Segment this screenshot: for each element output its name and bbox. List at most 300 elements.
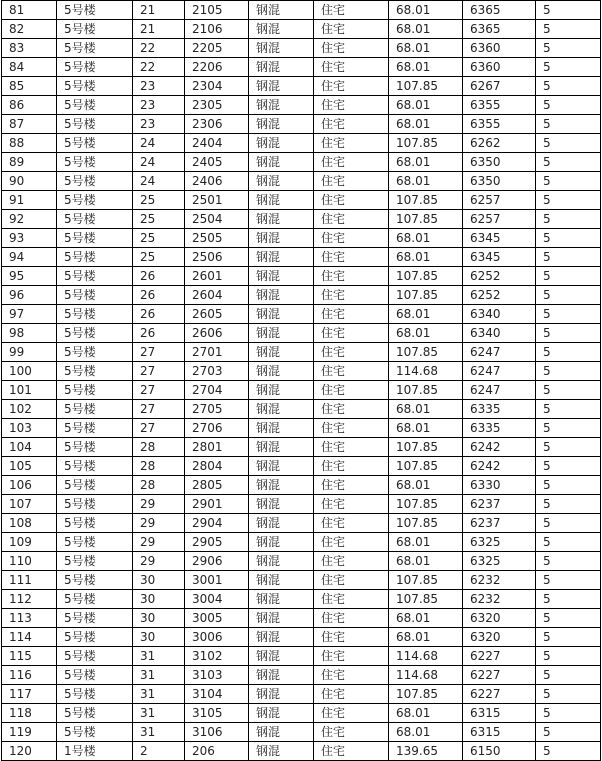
cell-area: 107.85 [389, 571, 463, 590]
cell-use: 住宅 [314, 609, 389, 628]
cell-area: 68.01 [389, 305, 463, 324]
cell-price: 6257 [463, 210, 536, 229]
table-row [2, 533, 601, 552]
cell-floor: 29 [133, 514, 185, 533]
cell-price: 6262 [463, 134, 536, 153]
cell-building: 5号楼 [57, 381, 133, 400]
cell-floor: 30 [133, 571, 185, 590]
cell-building: 5号楼 [57, 343, 133, 362]
cell-use: 住宅 [314, 381, 389, 400]
table-row [2, 305, 601, 324]
cell-room: 206 [185, 742, 249, 761]
cell-structure: 钢混 [249, 685, 314, 704]
table-row [2, 571, 601, 590]
cell-floor: 26 [133, 267, 185, 286]
table-row [2, 229, 601, 248]
cell-index: 111 [2, 571, 57, 590]
cell-building: 5号楼 [57, 153, 133, 172]
cell-use: 住宅 [314, 723, 389, 742]
cell-area: 107.85 [389, 685, 463, 704]
cell-floor: 23 [133, 115, 185, 134]
cell-use: 住宅 [314, 438, 389, 457]
cell-use: 住宅 [314, 20, 389, 39]
cell-building: 5号楼 [57, 39, 133, 58]
table-row [2, 685, 601, 704]
cell-index: 96 [2, 286, 57, 305]
cell-last: 5 [536, 153, 601, 172]
cell-area: 114.68 [389, 362, 463, 381]
cell-building: 5号楼 [57, 495, 133, 514]
cell-area: 68.01 [389, 628, 463, 647]
cell-last: 5 [536, 552, 601, 571]
cell-last: 5 [536, 1, 601, 20]
cell-structure: 钢混 [249, 590, 314, 609]
cell-index: 120 [2, 742, 57, 761]
cell-building: 5号楼 [57, 571, 133, 590]
cell-room: 3005 [185, 609, 249, 628]
cell-area: 107.85 [389, 286, 463, 305]
cell-index: 109 [2, 533, 57, 552]
cell-structure: 钢混 [249, 362, 314, 381]
cell-structure: 钢混 [249, 571, 314, 590]
cell-building: 5号楼 [57, 666, 133, 685]
table-row [2, 742, 601, 761]
cell-room: 2905 [185, 533, 249, 552]
cell-use: 住宅 [314, 742, 389, 761]
table-row [2, 647, 601, 666]
cell-area: 107.85 [389, 514, 463, 533]
cell-building: 5号楼 [57, 172, 133, 191]
cell-structure: 钢混 [249, 324, 314, 343]
cell-last: 5 [536, 476, 601, 495]
cell-use: 住宅 [314, 58, 389, 77]
cell-floor: 31 [133, 685, 185, 704]
cell-price: 6315 [463, 704, 536, 723]
data-table [1, 0, 601, 761]
cell-building: 5号楼 [57, 628, 133, 647]
cell-price: 6335 [463, 419, 536, 438]
cell-building: 5号楼 [57, 723, 133, 742]
cell-area: 68.01 [389, 419, 463, 438]
cell-price: 6247 [463, 362, 536, 381]
cell-area: 107.85 [389, 267, 463, 286]
cell-use: 住宅 [314, 590, 389, 609]
cell-floor: 26 [133, 286, 185, 305]
cell-area: 68.01 [389, 115, 463, 134]
cell-price: 6232 [463, 590, 536, 609]
cell-room: 2504 [185, 210, 249, 229]
cell-area: 68.01 [389, 20, 463, 39]
cell-index: 97 [2, 305, 57, 324]
cell-use: 住宅 [314, 134, 389, 153]
cell-area: 68.01 [389, 229, 463, 248]
cell-area: 68.01 [389, 609, 463, 628]
cell-floor: 27 [133, 419, 185, 438]
cell-room: 2705 [185, 400, 249, 419]
cell-floor: 31 [133, 647, 185, 666]
cell-last: 5 [536, 514, 601, 533]
cell-room: 2505 [185, 229, 249, 248]
table-row [2, 210, 601, 229]
cell-structure: 钢混 [249, 400, 314, 419]
table-row [2, 552, 601, 571]
cell-area: 68.01 [389, 96, 463, 115]
cell-use: 住宅 [314, 172, 389, 191]
cell-use: 住宅 [314, 153, 389, 172]
cell-structure: 钢混 [249, 381, 314, 400]
cell-use: 住宅 [314, 704, 389, 723]
cell-last: 5 [536, 400, 601, 419]
cell-building: 5号楼 [57, 609, 133, 628]
cell-index: 100 [2, 362, 57, 381]
cell-building: 5号楼 [57, 267, 133, 286]
cell-floor: 21 [133, 20, 185, 39]
cell-structure: 钢混 [249, 533, 314, 552]
cell-floor: 27 [133, 343, 185, 362]
cell-floor: 22 [133, 39, 185, 58]
cell-use: 住宅 [314, 495, 389, 514]
cell-use: 住宅 [314, 400, 389, 419]
table-row [2, 514, 601, 533]
cell-last: 5 [536, 248, 601, 267]
cell-room: 3004 [185, 590, 249, 609]
cell-floor: 29 [133, 533, 185, 552]
cell-index: 105 [2, 457, 57, 476]
cell-index: 93 [2, 229, 57, 248]
cell-price: 6325 [463, 552, 536, 571]
cell-floor: 26 [133, 305, 185, 324]
cell-floor: 30 [133, 590, 185, 609]
cell-use: 住宅 [314, 1, 389, 20]
cell-room: 2501 [185, 191, 249, 210]
cell-use: 住宅 [314, 77, 389, 96]
table-row [2, 324, 601, 343]
cell-building: 1号楼 [57, 742, 133, 761]
cell-room: 3006 [185, 628, 249, 647]
cell-floor: 30 [133, 609, 185, 628]
cell-floor: 21 [133, 1, 185, 20]
cell-area: 68.01 [389, 324, 463, 343]
cell-structure: 钢混 [249, 1, 314, 20]
table-row [2, 248, 601, 267]
cell-use: 住宅 [314, 39, 389, 58]
cell-last: 5 [536, 191, 601, 210]
cell-building: 5号楼 [57, 20, 133, 39]
cell-index: 90 [2, 172, 57, 191]
cell-building: 5号楼 [57, 134, 133, 153]
cell-index: 114 [2, 628, 57, 647]
cell-price: 6365 [463, 20, 536, 39]
cell-area: 68.01 [389, 704, 463, 723]
cell-price: 6340 [463, 305, 536, 324]
cell-building: 5号楼 [57, 362, 133, 381]
cell-area: 107.85 [389, 134, 463, 153]
cell-structure: 钢混 [249, 647, 314, 666]
cell-area: 68.01 [389, 476, 463, 495]
cell-structure: 钢混 [249, 628, 314, 647]
cell-room: 2205 [185, 39, 249, 58]
cell-last: 5 [536, 533, 601, 552]
cell-last: 5 [536, 457, 601, 476]
cell-last: 5 [536, 685, 601, 704]
cell-last: 5 [536, 419, 601, 438]
cell-index: 101 [2, 381, 57, 400]
cell-last: 5 [536, 20, 601, 39]
cell-building: 5号楼 [57, 1, 133, 20]
cell-floor: 31 [133, 704, 185, 723]
cell-floor: 28 [133, 476, 185, 495]
cell-building: 5号楼 [57, 400, 133, 419]
cell-area: 68.01 [389, 172, 463, 191]
cell-area: 107.85 [389, 438, 463, 457]
cell-floor: 25 [133, 229, 185, 248]
cell-area: 107.85 [389, 77, 463, 96]
cell-use: 住宅 [314, 229, 389, 248]
cell-index: 103 [2, 419, 57, 438]
cell-room: 2703 [185, 362, 249, 381]
table-row [2, 704, 601, 723]
cell-index: 82 [2, 20, 57, 39]
cell-area: 68.01 [389, 248, 463, 267]
cell-index: 89 [2, 153, 57, 172]
cell-use: 住宅 [314, 514, 389, 533]
cell-room: 3102 [185, 647, 249, 666]
table-row [2, 96, 601, 115]
cell-structure: 钢混 [249, 476, 314, 495]
cell-structure: 钢混 [249, 39, 314, 58]
cell-last: 5 [536, 210, 601, 229]
cell-index: 116 [2, 666, 57, 685]
cell-structure: 钢混 [249, 153, 314, 172]
cell-building: 5号楼 [57, 590, 133, 609]
cell-area: 114.68 [389, 647, 463, 666]
cell-building: 5号楼 [57, 286, 133, 305]
cell-price: 6330 [463, 476, 536, 495]
table-row [2, 267, 601, 286]
cell-use: 住宅 [314, 210, 389, 229]
cell-building: 5号楼 [57, 58, 133, 77]
cell-use: 住宅 [314, 628, 389, 647]
cell-price: 6340 [463, 324, 536, 343]
cell-structure: 钢混 [249, 609, 314, 628]
cell-index: 99 [2, 343, 57, 362]
cell-room: 2306 [185, 115, 249, 134]
cell-price: 6247 [463, 381, 536, 400]
cell-building: 5号楼 [57, 514, 133, 533]
cell-index: 95 [2, 267, 57, 286]
cell-index: 85 [2, 77, 57, 96]
cell-last: 5 [536, 666, 601, 685]
cell-use: 住宅 [314, 571, 389, 590]
cell-index: 115 [2, 647, 57, 666]
cell-price: 6227 [463, 666, 536, 685]
cell-floor: 2 [133, 742, 185, 761]
cell-structure: 钢混 [249, 172, 314, 191]
cell-last: 5 [536, 305, 601, 324]
cell-floor: 28 [133, 438, 185, 457]
cell-building: 5号楼 [57, 552, 133, 571]
cell-area: 107.85 [389, 191, 463, 210]
cell-price: 6325 [463, 533, 536, 552]
cell-index: 118 [2, 704, 57, 723]
cell-room: 2206 [185, 58, 249, 77]
cell-building: 5号楼 [57, 419, 133, 438]
cell-floor: 29 [133, 552, 185, 571]
cell-structure: 钢混 [249, 96, 314, 115]
cell-index: 91 [2, 191, 57, 210]
cell-room: 2805 [185, 476, 249, 495]
cell-last: 5 [536, 571, 601, 590]
cell-price: 6320 [463, 609, 536, 628]
cell-room: 2305 [185, 96, 249, 115]
cell-area: 68.01 [389, 39, 463, 58]
cell-structure: 钢混 [249, 58, 314, 77]
table-row [2, 58, 601, 77]
cell-building: 5号楼 [57, 704, 133, 723]
cell-use: 住宅 [314, 248, 389, 267]
cell-building: 5号楼 [57, 248, 133, 267]
cell-room: 2901 [185, 495, 249, 514]
cell-room: 3001 [185, 571, 249, 590]
cell-room: 2804 [185, 457, 249, 476]
cell-price: 6365 [463, 1, 536, 20]
table-row [2, 343, 601, 362]
cell-index: 102 [2, 400, 57, 419]
cell-room: 3103 [185, 666, 249, 685]
cell-last: 5 [536, 723, 601, 742]
cell-use: 住宅 [314, 419, 389, 438]
cell-last: 5 [536, 495, 601, 514]
cell-structure: 钢混 [249, 704, 314, 723]
cell-price: 6150 [463, 742, 536, 761]
table-row [2, 172, 601, 191]
cell-room: 2904 [185, 514, 249, 533]
cell-building: 5号楼 [57, 191, 133, 210]
cell-index: 98 [2, 324, 57, 343]
cell-floor: 23 [133, 77, 185, 96]
cell-area: 114.68 [389, 666, 463, 685]
cell-area: 68.01 [389, 153, 463, 172]
cell-structure: 钢混 [249, 305, 314, 324]
cell-price: 6360 [463, 58, 536, 77]
cell-index: 94 [2, 248, 57, 267]
cell-room: 2704 [185, 381, 249, 400]
cell-use: 住宅 [314, 647, 389, 666]
cell-area: 107.85 [389, 457, 463, 476]
cell-structure: 钢混 [249, 229, 314, 248]
cell-price: 6242 [463, 457, 536, 476]
cell-room: 2304 [185, 77, 249, 96]
table-row [2, 153, 601, 172]
cell-use: 住宅 [314, 191, 389, 210]
cell-last: 5 [536, 77, 601, 96]
cell-index: 107 [2, 495, 57, 514]
cell-use: 住宅 [314, 115, 389, 134]
cell-area: 68.01 [389, 552, 463, 571]
table-row [2, 438, 601, 457]
cell-last: 5 [536, 286, 601, 305]
cell-structure: 钢混 [249, 248, 314, 267]
cell-building: 5号楼 [57, 210, 133, 229]
cell-last: 5 [536, 172, 601, 191]
cell-room: 3106 [185, 723, 249, 742]
cell-last: 5 [536, 134, 601, 153]
table-row [2, 590, 601, 609]
table-row [2, 115, 601, 134]
cell-last: 5 [536, 324, 601, 343]
cell-last: 5 [536, 362, 601, 381]
cell-room: 3105 [185, 704, 249, 723]
cell-price: 6267 [463, 77, 536, 96]
cell-structure: 钢混 [249, 742, 314, 761]
cell-floor: 25 [133, 210, 185, 229]
cell-structure: 钢混 [249, 191, 314, 210]
cell-building: 5号楼 [57, 305, 133, 324]
cell-price: 6345 [463, 248, 536, 267]
cell-last: 5 [536, 115, 601, 134]
table-row [2, 362, 601, 381]
cell-room: 3104 [185, 685, 249, 704]
cell-structure: 钢混 [249, 666, 314, 685]
cell-structure: 钢混 [249, 438, 314, 457]
cell-use: 住宅 [314, 666, 389, 685]
cell-structure: 钢混 [249, 115, 314, 134]
cell-room: 2605 [185, 305, 249, 324]
cell-price: 6350 [463, 153, 536, 172]
cell-use: 住宅 [314, 286, 389, 305]
cell-floor: 27 [133, 381, 185, 400]
cell-area: 107.85 [389, 210, 463, 229]
cell-room: 2406 [185, 172, 249, 191]
table-row [2, 191, 601, 210]
cell-use: 住宅 [314, 305, 389, 324]
cell-structure: 钢混 [249, 77, 314, 96]
cell-floor: 24 [133, 153, 185, 172]
table-row [2, 400, 601, 419]
table-row [2, 381, 601, 400]
cell-last: 5 [536, 343, 601, 362]
cell-last: 5 [536, 229, 601, 248]
cell-use: 住宅 [314, 476, 389, 495]
cell-area: 107.85 [389, 590, 463, 609]
cell-room: 2906 [185, 552, 249, 571]
cell-price: 6360 [463, 39, 536, 58]
cell-last: 5 [536, 267, 601, 286]
cell-price: 6232 [463, 571, 536, 590]
cell-index: 104 [2, 438, 57, 457]
cell-structure: 钢混 [249, 20, 314, 39]
cell-room: 2706 [185, 419, 249, 438]
cell-room: 2405 [185, 153, 249, 172]
table-row [2, 666, 601, 685]
cell-building: 5号楼 [57, 324, 133, 343]
cell-room: 2506 [185, 248, 249, 267]
cell-area: 107.85 [389, 381, 463, 400]
cell-building: 5号楼 [57, 96, 133, 115]
cell-index: 81 [2, 1, 57, 20]
cell-room: 2105 [185, 1, 249, 20]
cell-price: 6242 [463, 438, 536, 457]
cell-structure: 钢混 [249, 134, 314, 153]
cell-last: 5 [536, 704, 601, 723]
cell-price: 6315 [463, 723, 536, 742]
cell-price: 6252 [463, 267, 536, 286]
cell-use: 住宅 [314, 457, 389, 476]
cell-last: 5 [536, 438, 601, 457]
cell-building: 5号楼 [57, 77, 133, 96]
table-row [2, 457, 601, 476]
cell-last: 5 [536, 39, 601, 58]
